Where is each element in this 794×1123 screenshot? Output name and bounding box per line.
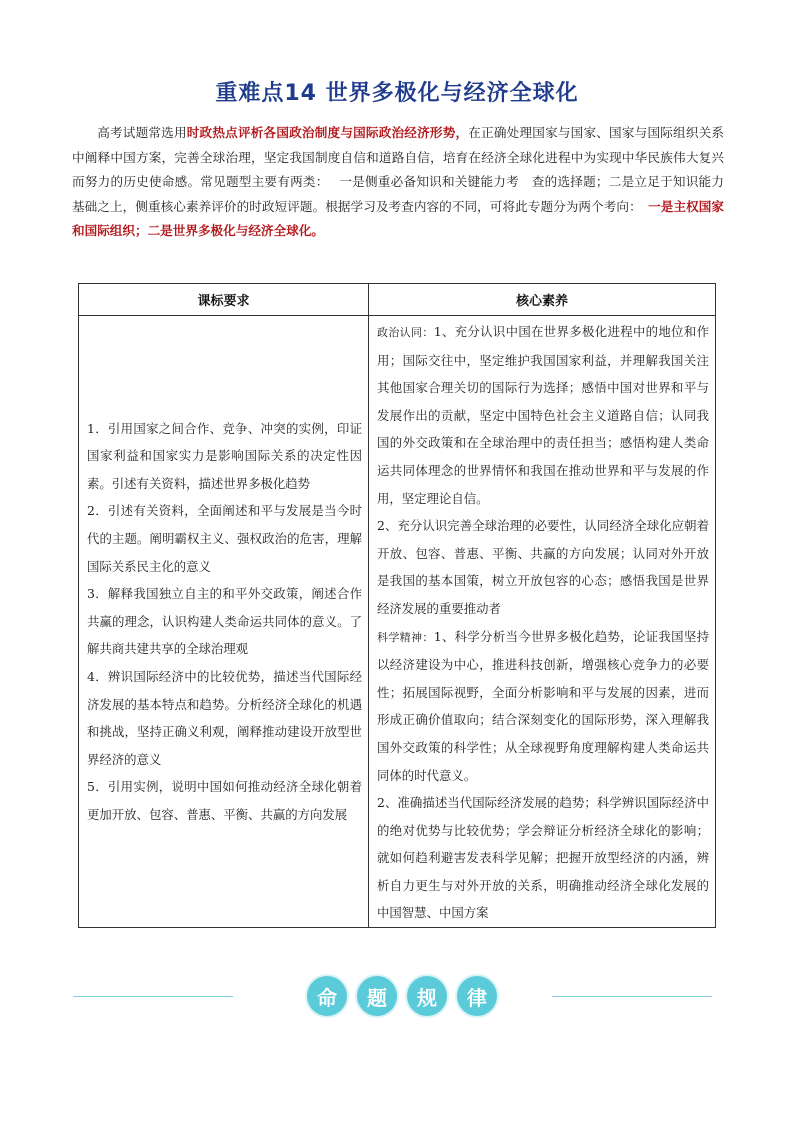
competency-label: 政治认同： [377, 326, 434, 339]
requirement-item: 3．解释我国独立自主的和平外交政策，阐述合作共赢的理念，认识构建人类命运共同体的意义。了解共商共建共享的全球治理观 [87, 586, 362, 657]
banner-line-right [552, 996, 712, 997]
section-banner [0, 976, 794, 1020]
requirement-item: 5．引用实例，说明中国如何推动经济全球化朝着更加开放、包容、普惠、平衡、共赢的方向发展 [87, 779, 362, 822]
requirement-item: 1．引用国家之间合作、竞争、冲突的实例，印证国家利益和国家实力是影响国际关系的决定性因素。引述有关资料，描述世界多极化趋势 [87, 420, 362, 491]
requirement-item: 4．辨识国际经济中的比较优势，描述当代国际经济发展的基本特点和趋势。分析经济全球化的机遇和挑战，坚持正确义利观，阐释推动建设开放型世界经济的意义 [87, 668, 362, 767]
competency-text: 2、准确描述当代国际经济发展的趋势；科学辨识国际经济中的绝对优势与比较优势；学会辩证分析经济全球化的影响；就如何趋利避害发表科学见解；把握开放型经济的内涵，辨析自力更生与对外开放的关系，明确推动经济全球化发展的中国智慧、中国方案 [377, 795, 709, 921]
banner-char-circle: 律 [457, 976, 497, 1016]
banner-char-circle: 命 [307, 976, 347, 1016]
intro-paragraph [72, 121, 724, 244]
curriculum-table [78, 283, 716, 928]
competency-block [377, 512, 709, 622]
banner-circles [307, 976, 497, 1020]
page-title: 重难点14 世界多极化与经济全球化 [215, 81, 579, 106]
banner-char-circle: 题 [357, 976, 397, 1016]
intro-highlight-1: 时政热点评析各国政治制度与国际政治经济形势， [186, 125, 469, 140]
table-header-row [79, 284, 716, 316]
competency-block [377, 789, 709, 927]
competency-block [377, 318, 709, 512]
banner-line-left [73, 996, 233, 997]
competency-text: 1、充分认识中国在世界多极化进程中的地位和作用；国际交往中，坚定维护我国国家利益，并理解我国关注其他国家合理关切的国际行为选择；感悟中国对世界和平与发展作出的贡献，坚定中国特色社会主义道路自信；认同我国的外交政策和在全球治理中的责任担当；感悟构建人类命运共同体理念的世界情怀和我国在推动世界和平与发展的作用，坚定理论自信。 [377, 324, 709, 506]
requirements-cell [79, 316, 369, 928]
intro-highlight-2: 一是主权国家和国际组织；二是世界多极化与经济全球化。 [72, 198, 725, 239]
table-body-row [79, 316, 716, 928]
header-curriculum-requirements: 课标要求 [79, 284, 369, 316]
requirement-item: 2．引述有关资料，全面阐述和平与发展是当今时代的主题。阐明霸权主义、强权政治的危害，理解国际关系民主化的意义 [87, 503, 362, 574]
competency-text: 1、科学分析当今世界多极化趋势，论证我国坚持以经济建设为中心，推进科技创新，增强核心竞争力的必要性；拓展国际视野，全面分析影响和平与发展的因素，进而形成正确价值取向；结合深刻变化的国际形势，深入理解我国外交政策的科学性；从全球视野角度理解构建人类命运共同体的时代意义。 [377, 628, 709, 783]
header-core-competencies: 核心素养 [369, 284, 716, 316]
intro-text-1: 高考试题常选用 [97, 125, 187, 140]
intro-text-2: 在正确处理国家与国家、国家与国际组织关系中阐释中国方案，完善全球治理，坚定我国制度自信和道路自信，培育在经济全球化进程中为实现中华民族伟大复兴而努力的历史使命感。常见题型主要有两类： 一是侧重必备知识和关键能力考 查的选择题；二是立足于知识能力基础之上，侧重核心素养评价的时政短评题。根据学习及考查内容的不同，可将此专题分为两个考向： [72, 125, 725, 214]
competencies-cell [369, 316, 716, 928]
competency-block [377, 623, 709, 790]
competency-label: 科学精神： [377, 630, 434, 644]
competency-text: 2、充分认识完善全球治理的必要性，认同经济全球化应朝着开放、包容、普惠、平衡、共赢的方向发展；认同对外开放是我国的基本国策，树立开放包容的心态；感悟我国是世界经济发展的重要推动者 [377, 518, 709, 616]
banner-char-circle: 规 [407, 976, 447, 1016]
